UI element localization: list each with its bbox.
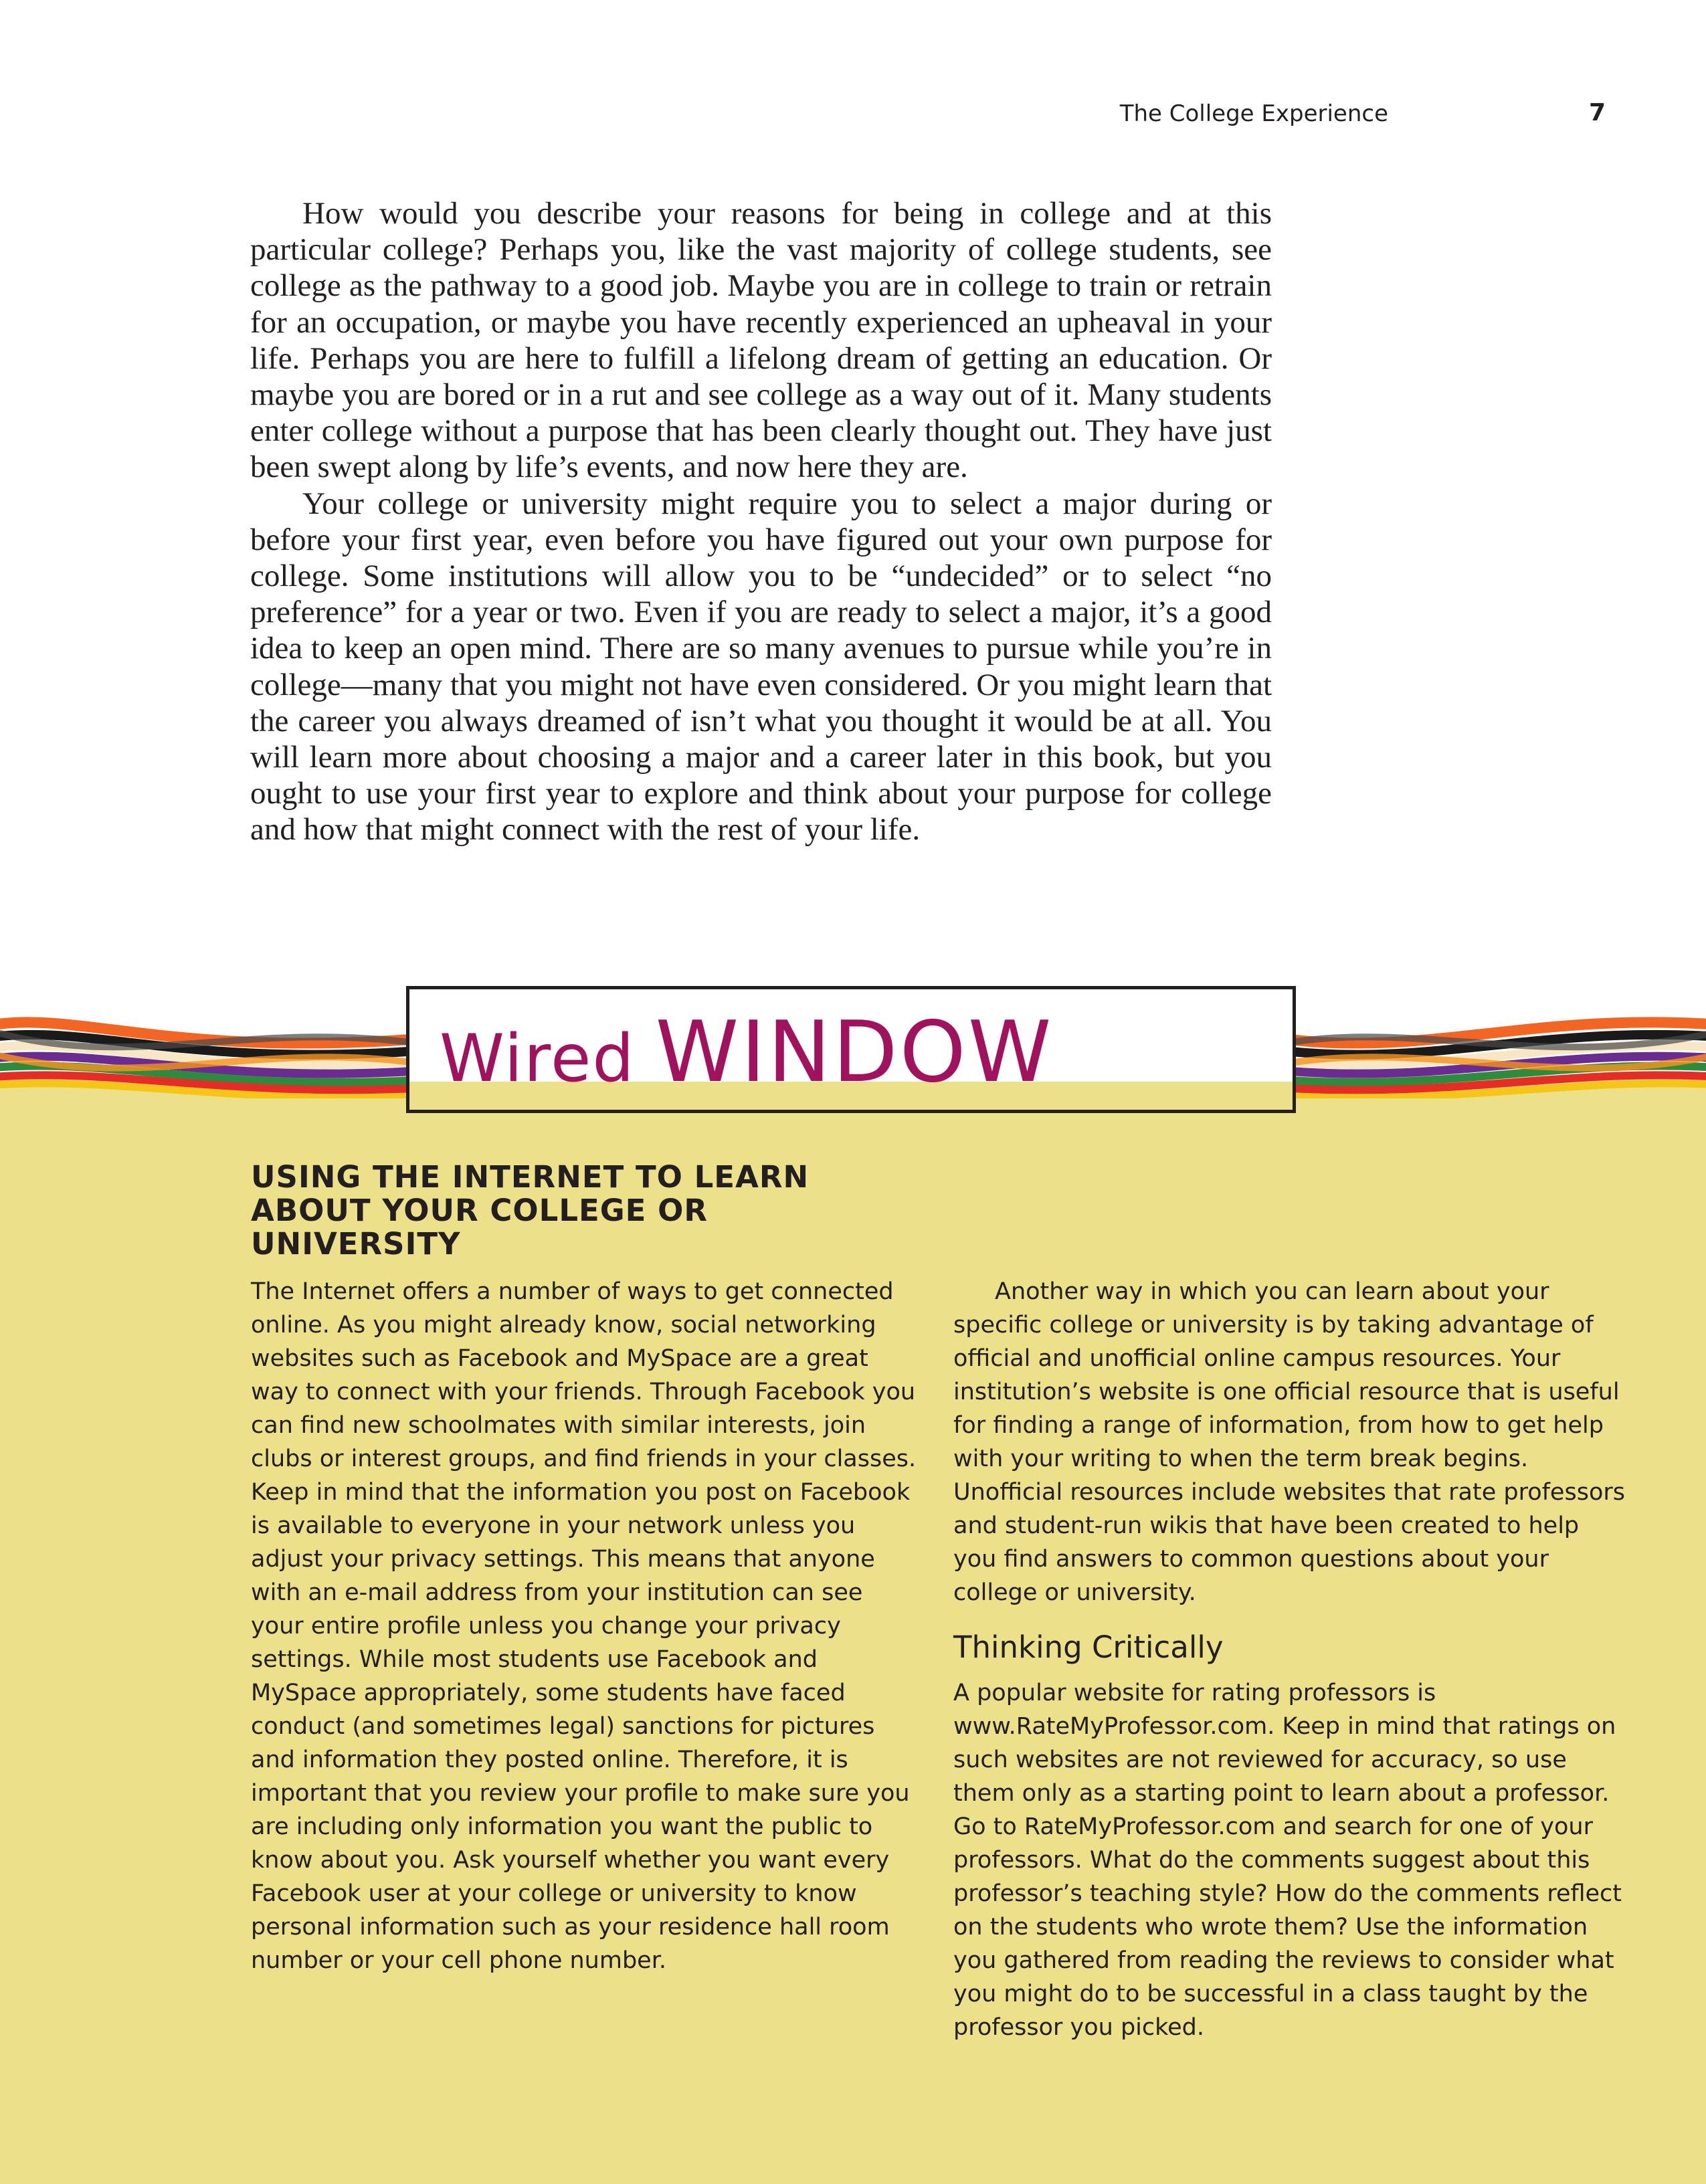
feature-title-wired: Wired [440,1021,636,1097]
feature-heading: USING THE INTERNET TO LEARN ABOUT YOUR COLLEGE OR UNIVERSITY [251,1159,810,1262]
page-number: 7 [1588,99,1606,126]
feature-title-box [406,986,1296,1113]
thinking-critically-text [953,1676,1629,2044]
body-paragraph: Your college or university might require you to select a major during or before your first year, even before you have figured out your own purpose for college. Some institutions will allow you to be “undecided” or to select “no preference” for a year or two. Even if you are ready to select a major, it’s a good idea to keep an open mind. There are so many avenues to pursue while you’re in college—many that you might not have even considered. Or you might learn that the career you always dreamed of isn’t what you thought it would be at all. You will learn more about choosing a major and a career later in this book, but you ought to use your first year to explore and think about your purpose for college and how that might connect with the rest of your life. [250,486,1272,848]
feature-paragraph: A popular website for rating professors is www.RateMyProfessor.com. Keep in mind that ratings on such websites are not reviewed for accuracy, so use them only as a starting point to learn about a professor. Go to RateMyProfessor.com and search for one of your professors. What do the comments suggest about this professor’s teaching style? How do the comments reflect on the students who wrote them? Use the information you gathered from reading the reviews to consider what you might do to be successful in a class taught by the professor you picked. [953,1680,1622,2041]
cable-image-right [1291,998,1706,1098]
feature-paragraph: The Internet offers a number of ways to get connected online. As you might already know, social networking websites such as Facebook and MySpace are a great way to connect with your friends. Through Facebook you can find new schoolmates with similar interests, join clubs or interest groups, and find friends in your classes. Keep in mind that the information you post on Facebook is available to everyone in your network unless you adjust your privacy settings. This means that anyone with an e-mail address from your institution can see your entire profile unless you change your privacy settings. While most students use Facebook and MySpace appropriately, some students have faced conduct (and sometimes legal) sanctions for pictures and information they posted online. Therefore, it is important that you review your profile to make sure you are including only information you want the public to know about you. Ask yourself whether you want every Facebook user at your college or university to know personal information such as your residence hall room number or your cell phone number. [251,1278,917,1974]
running-header: The College Experience [1119,100,1388,127]
feature-title [440,1003,1053,1101]
cable-image-left [0,998,415,1098]
thinking-critically-heading: Thinking Critically [953,1629,1224,1665]
feature-title-window: WINDOW [655,1003,1054,1101]
feature-left-column [251,1275,920,1977]
feature-paragraph: Another way in which you can learn about your specific college or university is by taking advantage of official and unofficial online campus resources. Your institution’s website is one official resource that is useful for finding a range of information, from how to get help with your writing to when the term break begins. Unofficial resources include websites that rate professors and student-run wikis that have been created to help you find answers to common questions about your college or university. [953,1278,1625,1606]
body-paragraph: How would you describe your reasons for being in college and at this particular college? Perhaps you, like the vast majority of college students, see college as the pathway to a good job. Maybe you are in college to train or retrain for an occupation, or maybe you have recently experienced an upheaval in your life. Perhaps you are here to fulfill a lifelong dream of getting an education. Or maybe you are bored or in a rut and see college as a way out of it. Many students enter college without a purpose that has been clearly thought out. They have just been swept along by life’s events, and now here they are. [250,196,1272,485]
feature-right-column [953,1275,1629,1609]
body-text [250,195,1272,848]
